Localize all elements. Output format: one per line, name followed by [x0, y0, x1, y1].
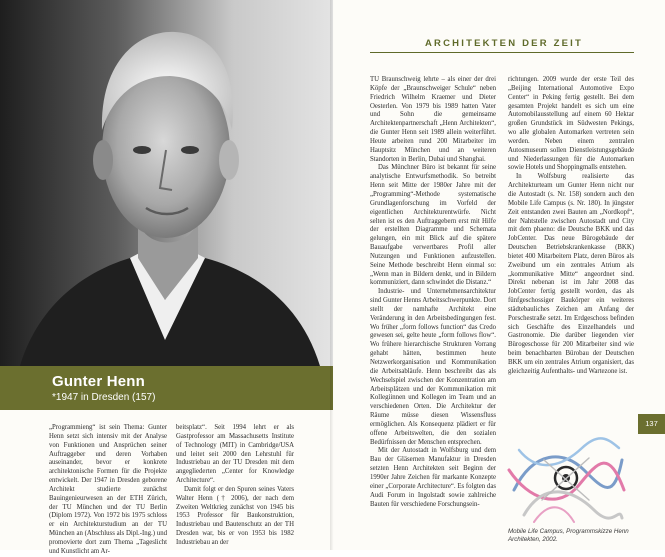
- figure-caption: Mobile Life Campus, Programmskizze Henn Architekten, 2002.: [508, 528, 629, 543]
- paragraph: Damit folgt er den Spuren seines Vaters Walter Henn († 2006), der nach dem Zweiten Weltkrieg zunächst von 1945 bis 1953 Professor für Baukonstruktion, Industriebau und Bautenschutz an der TH Dresden war, bis er von 1953 bis 1982 Industriebau an der: [176, 485, 294, 546]
- paragraph: beitsplatz“. Seit 1994 lehrt er als Gastprofessor am Massachusetts Institute of Technology (MIT) in Cambridge/USA und leitet seit 2000 den Lehrstuhl für Industriebau an der TU Dresden mit dem angegliederten „Center for Knowledge Architecture“.: [176, 424, 294, 485]
- page-gutter: [330, 0, 336, 550]
- paragraph: Mit der Autostadt in Wolfsburg und dem Bau der Gläsernen Manufaktur in Dresden setzten Henn Architekten seit Beginn der 1990er Jahre Zeichen für markante Konzepte einer „Corporate Architecture“. Es folgten das Audi Forum in Ingolstadt sowie zahlreiche Bauten für verschiedene Forschungsein-: [370, 447, 496, 508]
- paragraph: Das Münchner Büro ist bekannt für seine analytische Entwurfsmethodik. So betreibt Henn seit Mitte der 1980er Jahre mit der „Programming“-Methode systematische Grundlagenforschung im Vorfeld der eigentlichen Architekturentwürfe. Nicht selten ist es den Auftraggebern erst mit Hilfe der erstellten Diagramme und Schemata gelungen, ein mit Blick auf die spätere Bauaufgabe verwertbares Profil aller Nutzungen und Funktionen aufzustellen. Seine Methode beschreibt Henn einmal so: „Wenn man in Bildern denkt, und in Bildern kommuniziert, dann schwindet die Distanz.“: [370, 164, 496, 287]
- left-text-column-1: [49, 424, 167, 555]
- left-page: [0, 0, 333, 555]
- paragraph: TU Braunschweig lehrte – als einer der drei Köpfe der „Braunschweiger Schule“ neben Friedrich Wilhelm Kraemer und Dieter Oesterlen. Von 1979 bis 1989 hatten Vater und Sohn die gemeinsame Architektenpartnerschaft „Henn Architekten“, die Gunter Henn seit 1989 allein weiterführt. Heute arbeiten rund 200 Mitarbeiter im Hauptsitz München und an weiteren Standorten in Berlin, Dubai und Shanghai.: [370, 76, 496, 163]
- paragraph: richtungen. 2009 wurde der erste Teil des „Beijing International Automotive Expo Center“ in Peking fertig gestellt. Bei dem gesamten Projekt handelt es sich um eine Automobilausstellung auf einem 60 Hektar großen Grundstück im Südwesten Pekings, wo alle globalen Automarken vertreten sein werden. Neben einem zentralen Autosmuseum sollen Dienstleistungsgebäude und Niederlassungen für die Automarken sowie Hotels und Shoppingmalls entstehen.: [508, 76, 634, 172]
- portrait-photo: [0, 0, 333, 366]
- paragraph: „Programmieng“ ist sein Thema: Gunter Henn setzt sich intensiv mit der Analyse von Funktionen und Ansprüchen seiner Auftraggeber und deren Vorhaben auseinander, bevor er konkrete architektonische Formen für die Projekte entwickelt. Der 1947 in Dresden geborene Architekt studierte zunächst Bauingenieurwesen an der ETH Zürich, der TU München und der TU Berlin (Diplom 1972). Von 1972 bis 1975 schloss er ein Architekturstudium an der TU München an (Abschluss als Dipl.-Ing.) und promovierte dort zum Thema „Tageslicht und Kunstlicht am Ar-: [49, 424, 167, 555]
- right-text-column-2: [508, 76, 634, 456]
- person-name: Gunter Henn: [52, 373, 146, 390]
- left-text-column-2: [176, 424, 294, 548]
- program-sketch-image: [504, 430, 628, 526]
- right-text-column-1: [370, 76, 496, 548]
- person-birth: *1947 in Dresden (157): [52, 392, 156, 403]
- header-rule: [370, 52, 634, 53]
- paragraph: In Wolfsburg realisierte das Architekturteam um Gunter Henn nicht nur die Autostadt (s. Nr. 158) sondern auch den Mobile Life Campus (s. Nr. 180). In jüngster Zeit entstanden zwei Bauten am „Nordkopf“, der Nahtstelle zwischen Autostadt und City mit dem phaeno: die Deutsche BKK und das JobCenter. Das neue Bürogebäude der Deutschen Betriebskrankenkasse (BKK) bietet 400 Mitarbeitern Platz, deren Büros als Zweibund um ein zentrales Atrium als „kommunikative Mitte“ angeordnet sind. Direkt nebenan ist im Jahr 2008 das JobCenter fertig gestellt worden, das als fünfgeschossiger Baukörper ein weiteres städtebauliches Zeichen am Anfang der Porschestraße setzt. Im Erdgeschoss befinden sich Geschäfte des Einzelhandels und Gastronomie. Die darüber liegenden vier Bürogeschosse für 200 Mitarbeiter sind wie beim benachbarten Bürobau der Deutschen BKK um ein zentrales Atrium organisiert, das gleichzeitig Aufenthalts- und Wartezone ist.: [508, 173, 634, 375]
- name-band: [0, 366, 333, 410]
- portrait-illustration: [0, 0, 333, 366]
- running-header: ARCHITEKTEN DER ZEIT: [425, 38, 583, 49]
- page-number-tab: 137: [638, 414, 665, 434]
- paragraph: Industrie- und Unternehmensarchitektur sind Gunter Henns Arbeitsschwerpunkte. Dort stellt der namhafte Architekt eine Veränderung in den Arbeitsbedingungen fest. Wo früher „form follows function“ das Credo gewesen sei, gelte heute „form follows flow“. Wo frühere hierarchische Strukturen Vorrang gehabt hätten, bestimmen heute Netzwerkorganisation und Kommunikation die Arbeitsabläufe. Henn beschreibt das als Wechselspiel zwischen der Konzentration am Arbeitsplätzen und der Kommunikation mit Kollegiinnen und Kollegen im Team und an verschiedenen Orten. Die Architektur der Räume müsse diesen Wissensfluss ermöglichen. Als Konsequenz plädiert er für offene Arbeitswelten, die den sozialen Bedürfnissen der Menschen entsprechen.: [370, 288, 496, 446]
